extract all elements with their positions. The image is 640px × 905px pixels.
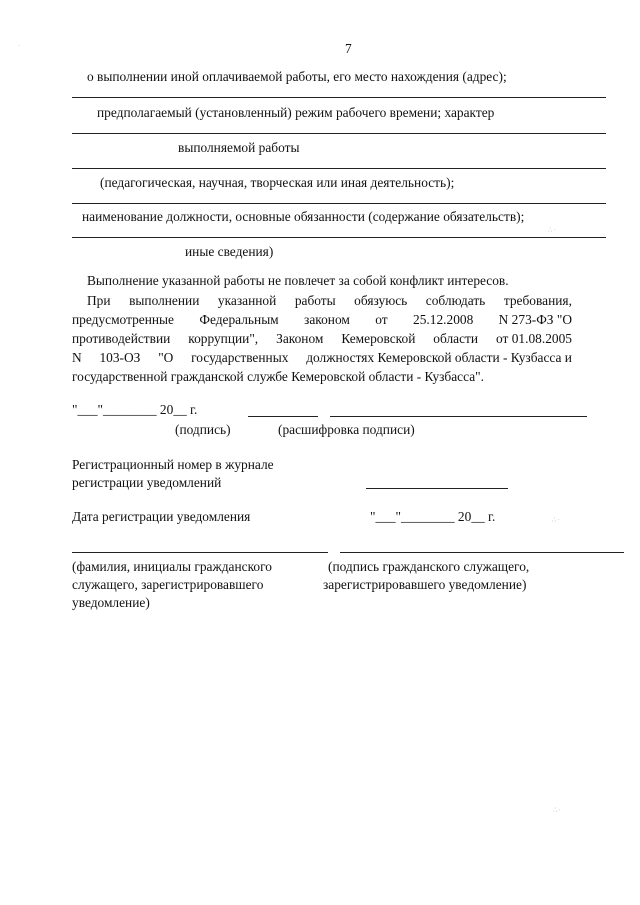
signature-line (248, 416, 318, 417)
scan-speck: ∴· (552, 516, 561, 524)
transcript-line (330, 416, 587, 417)
statement-p2-line2 (72, 313, 572, 326)
blank-rule-1 (72, 97, 606, 98)
word: соблюдать (425, 293, 486, 308)
signature-caption: (подпись) (175, 422, 231, 437)
registrar-signature-caption-2: зарегистрировавшего уведомление) (323, 577, 527, 592)
word: 103-ОЗ (99, 350, 141, 365)
word: должностях Кемеровской области - Кузбасса и (306, 350, 572, 365)
word: указанной (217, 293, 277, 308)
registrar-signature-caption-1: (подпись гражданского служащего, (328, 559, 530, 574)
registration-date-label: Дата регистрации уведомления (72, 509, 251, 524)
statement-p2-line5: государственной гражданской службе Кемеровской области - Кузбасса". (72, 369, 484, 384)
form-line-6: иные сведения) (185, 244, 274, 259)
word: государственных (191, 350, 289, 365)
registration-number-label-1: Регистрационный номер в журнале (72, 457, 274, 472)
form-line-2: предполагаемый (установленный) режим рабочего времени; характер (97, 105, 495, 120)
blank-rule-3 (72, 168, 606, 169)
registration-number-label-2: регистрации уведомлений (72, 475, 222, 490)
scan-speck: ∴· (548, 226, 557, 234)
registrar-name-caption-3: уведомление) (72, 595, 150, 610)
transcript-caption: (расшифровка подписи) (278, 422, 415, 437)
statement-p1: Выполнение указанной работы не повлечет за собой конфликт интересов. (87, 273, 509, 288)
word: работы (294, 293, 336, 308)
form-line-3: выполняемой работы (178, 140, 300, 155)
word: N 273-ФЗ "О (498, 312, 572, 327)
statement-p2-line4 (72, 351, 572, 364)
word: противодействии (72, 331, 171, 346)
word: коррупции", (188, 331, 259, 346)
registration-number-line (366, 488, 508, 489)
registrar-signature-line (340, 552, 624, 553)
word: выполнении (129, 293, 200, 308)
word: "О (158, 350, 174, 365)
page-number: 7 (345, 41, 352, 56)
statement-p2-line3 (72, 332, 572, 345)
scan-speck: ∴· (553, 806, 562, 814)
word: обязуюсь (354, 293, 408, 308)
form-line-4: (педагогическая, научная, творческая или иная деятельность); (100, 175, 455, 190)
word: законом (304, 312, 350, 327)
registrar-name-caption-2: служащего, зарегистрировавшего (72, 577, 264, 592)
word: требования, (503, 293, 572, 308)
form-line-1: о выполнении иной оплачиваемой работы, его место нахождения (адрес); (87, 69, 507, 84)
word: Федеральным (199, 312, 279, 327)
blank-rule-2 (72, 133, 606, 134)
word: 25.12.2008 (413, 312, 474, 327)
statement-p2-line1 (87, 294, 572, 307)
word: Законом (276, 331, 324, 346)
word: от 01.08.2005 (496, 331, 572, 346)
form-line-5: наименование должности, основные обязанности (содержание обязательств); (82, 209, 525, 224)
word: Кемеровской (341, 331, 416, 346)
blank-rule-4 (72, 203, 606, 204)
word: При (87, 293, 111, 308)
registration-date-field: "___"________ 20__ г. (370, 509, 496, 524)
date-field: "___"________ 20__ г. (72, 402, 198, 417)
registrar-name-caption-1: (фамилия, инициалы гражданского (72, 559, 272, 574)
word: N (72, 350, 82, 365)
word: от (375, 312, 388, 327)
word: предусмотренные (72, 312, 174, 327)
blank-rule-5 (72, 237, 606, 238)
registrar-name-line (72, 552, 328, 553)
scan-speck: · (18, 42, 22, 50)
word: области (433, 331, 479, 346)
